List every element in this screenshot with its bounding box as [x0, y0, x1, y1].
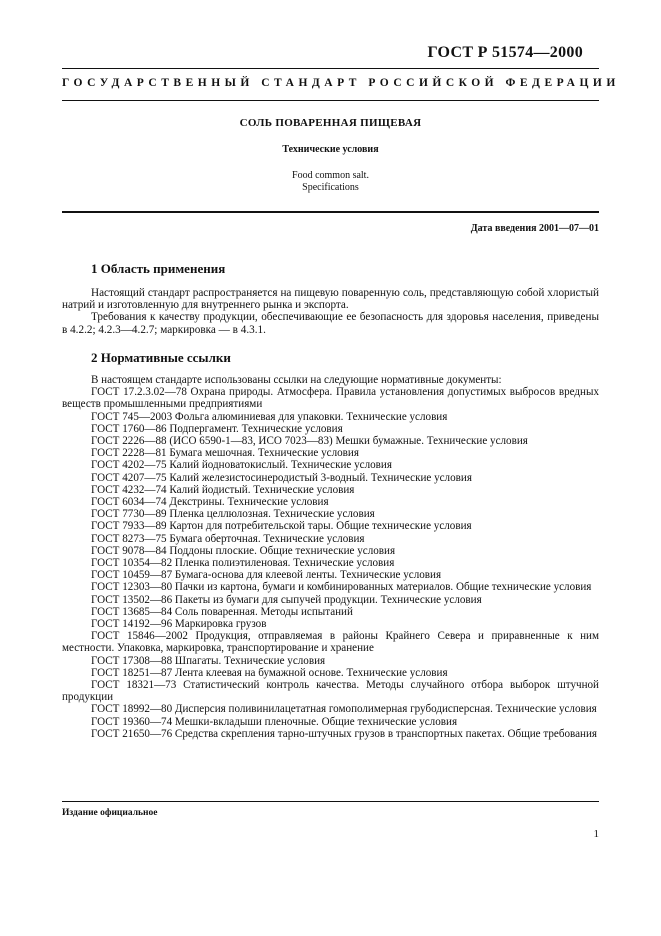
- reference-item: ГОСТ 2226—88 (ИСО 6590-1—83, ИСО 7023—83) Мешки бумажные. Технические условия: [91, 435, 528, 448]
- reference-item: ГОСТ 745—2003 Фольга алюминиевая для упаковки. Технические условия: [91, 410, 448, 423]
- reference-item: ГОСТ 6034—74 Декстрины. Технические условия: [91, 496, 329, 509]
- reference-item: ГОСТ 18992—80 Дисперсия поливинилацетатная гомополимерная грубодисперсная. Технические условия: [91, 703, 597, 716]
- reference-item: ГОСТ 4207—75 Калий железистосинеродистый 3-водный. Технические условия: [91, 471, 472, 484]
- reference-item: ГОСТ 10459—87 Бумага-основа для клеевой ленты. Технические условия: [91, 569, 442, 582]
- header-rule-bottom: [62, 100, 599, 101]
- reference-item: ГОСТ 19360—74 Мешки-вкладыши пленочные. Общие технические условия: [91, 715, 458, 728]
- reference-item: ГОСТ 13502—86 Пакеты из бумаги для сыпучей продукции. Технические условия: [91, 593, 482, 606]
- reference-item: ГОСТ 7933—89 Картон для потребительской тары. Общие технические условия: [91, 520, 472, 533]
- edition-label: Издание официальное: [62, 808, 158, 818]
- footer-rule: [62, 801, 599, 802]
- reference-item: ГОСТ 7730—89 Пленка целлюлозная. Технические условия: [91, 508, 375, 521]
- section-1-body: [62, 287, 599, 336]
- english-title: [62, 170, 599, 194]
- section-2-heading: 2 Нормативные ссылки: [91, 350, 231, 365]
- page-number: 1: [593, 828, 599, 840]
- normative-references-list: [62, 374, 599, 740]
- reference-item: ГОСТ 18321—73 Статистический контроль качества. Методы случайного отбора выборок штучной продукции: [62, 679, 599, 704]
- document-subtitle: Технические условия: [282, 144, 379, 155]
- reference-item: ГОСТ 10354—82 Пленка полиэтиленовая. Технические условия: [91, 557, 395, 570]
- reference-item: ГОСТ 17.2.3.02—78 Охрана природы. Атмосфера. Правила установления допустимых выбросов вредных веществ промышленными предприятиями: [62, 386, 599, 411]
- reference-item: ГОСТ 1760—86 Подпергамент. Технические условия: [91, 422, 343, 435]
- reference-item: ГОСТ 9078—84 Поддоны плоские. Общие технические условия: [91, 544, 396, 557]
- header-rule-top: [62, 68, 599, 69]
- reference-item: ГОСТ 4232—74 Калий йодистый. Технические условия: [91, 483, 355, 496]
- english-title-line1: Food common salt.: [292, 170, 369, 181]
- reference-item: ГОСТ 15846—2002 Продукция, отправляемая в районы Крайнего Севера и приравненные к ним местности. Упаковка, маркировка, транспортирование и хранение: [62, 630, 599, 655]
- reference-item: ГОСТ 18251—87 Лента клеевая на бумажной основе. Технические условия: [91, 666, 448, 679]
- state-standard-heading: ГОСУДАРСТВЕННЫЙ СТАНДАРТ РОССИЙСКОЙ ФЕДЕРАЦИИ: [62, 77, 620, 89]
- section-1-paragraph: Требования к качеству продукции, обеспечивающие ее безопасность для здоровья населения, приведены в 4.2.2; 4.2.3—4.2.7; маркировка — в 4.3.1.: [62, 311, 599, 336]
- section-1-paragraph: Настоящий стандарт распространяется на пищевую поваренную соль, представляющую собой хлористый натрий и изготовленную для внутреннего рынка и экспорта.: [62, 287, 599, 312]
- english-title-line2: Specifications: [302, 182, 359, 193]
- reference-item: ГОСТ 21650—76 Средства скрепления тарно-штучных грузов в транспортных пакетах. Общие требования: [91, 727, 598, 740]
- title-rule: [62, 211, 599, 213]
- reference-item: ГОСТ 17308—88 Шпагаты. Технические условия: [91, 654, 326, 667]
- reference-item: ГОСТ 4202—75 Калий йодноватокислый. Технические условия: [91, 459, 392, 472]
- section-1-heading: 1 Область применения: [91, 261, 226, 276]
- document-number: ГОСТ Р 51574—2000: [427, 44, 583, 61]
- reference-item: ГОСТ 13685—84 Соль поваренная. Методы испытаний: [91, 605, 353, 618]
- reference-item: ГОСТ 2228—81 Бумага мешочная. Технические условия: [91, 447, 359, 460]
- document-title: СОЛЬ ПОВАРЕННАЯ ПИЩЕВАЯ: [239, 117, 422, 129]
- references-intro: В настоящем стандарте использованы ссылки на следующие нормативные документы:: [91, 374, 502, 386]
- introduction-date: Дата введения 2001—07—01: [470, 223, 599, 234]
- reference-item: ГОСТ 12303—80 Пачки из картона, бумаги и комбинированных материалов. Общие технические условия: [91, 581, 592, 594]
- reference-item: ГОСТ 14192—96 Маркировка грузов: [91, 618, 267, 631]
- reference-item: ГОСТ 8273—75 Бумага оберточная. Технические условия: [91, 532, 365, 545]
